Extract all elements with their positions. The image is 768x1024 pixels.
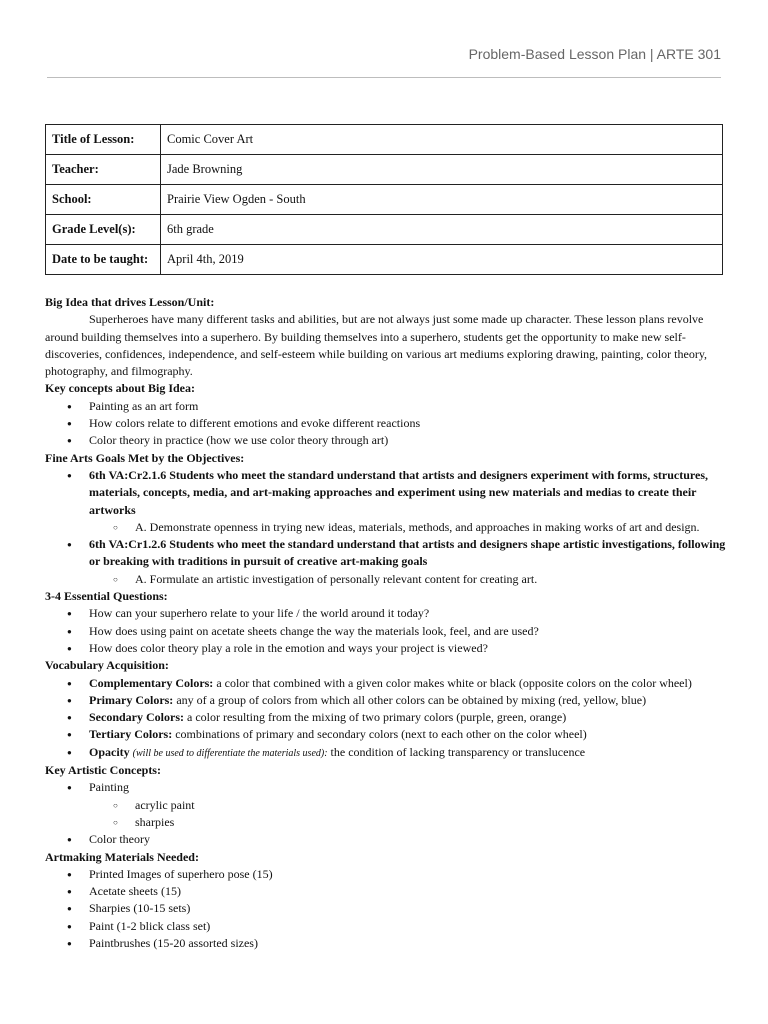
field-value: Comic Cover Art — [161, 125, 723, 155]
list-item: ● Color theory — [45, 831, 730, 848]
list-item: ● Printed Images of superhero pose (15) — [45, 866, 730, 883]
standard-text: 6th VA:Cr2.1.6 Students who meet the standard understand that artists and designers experiment with forms, structures, materials, concepts, media, and art-making approaches and experiment using new materials and medias to create their artworks — [89, 467, 709, 517]
big-idea-text: Superheroes have many different tasks and abilities, but are not always just some made up character. These lesson plans revolve around building themselves into a superhero. By building themselves into a superhero, students get the opportunity to make new self-discoveries, confidences, independence, and self-esteem while building on various art mediums exploring drawing, painting, color theory, photography, and filmography. — [45, 312, 708, 379]
vocab-definition: any of a group of colors from which all other colors can be obtained by mixing (red, yellow, blue) — [173, 692, 647, 707]
section-heading: Artmaking Materials Needed: — [45, 849, 199, 864]
materials-list — [45, 866, 730, 952]
field-label: Teacher: — [46, 155, 161, 185]
list-item: ● How does color theory play a role in the emotion and ways your project is viewed? — [45, 640, 730, 657]
list-item — [45, 675, 730, 692]
vocab-note: (will be used to differentiate the materials used): — [132, 747, 328, 759]
concept-text: Painting — [89, 780, 130, 795]
field-value: April 4th, 2019 — [161, 245, 723, 275]
field-value: Prairie View Ogden - South — [161, 185, 723, 215]
list-item: ● Paintbrushes (15-20 assorted sizes) — [45, 935, 730, 952]
field-label: Date to be taught: — [46, 245, 161, 275]
table-row — [46, 185, 723, 215]
list-item — [45, 692, 730, 709]
lesson-body — [45, 294, 730, 952]
section-heading: Key Artistic Concepts: — [45, 763, 161, 778]
field-label: Title of Lesson: — [46, 125, 161, 155]
sub-list — [89, 571, 730, 588]
field-value: 6th grade — [161, 215, 723, 245]
list-item — [45, 779, 730, 831]
sub-list — [89, 519, 730, 536]
vocab-term: Complementary Colors: — [89, 675, 214, 690]
questions-list — [45, 605, 730, 657]
section-heading: 3-4 Essential Questions: — [45, 589, 168, 604]
standard-text: 6th VA:Cr1.2.6 Students who meet the standard understand that artists and designers shape artistic investigations, following or breaking with traditions in pursuit of creative art-making goals — [89, 537, 726, 569]
list-item: ○ A. Demonstrate openness in trying new ideas, materials, methods, and approaches in making works of art and design. — [89, 519, 730, 536]
artistic-concepts-list — [45, 779, 730, 848]
list-item: ○ A. Formulate an artistic investigation of personally relevant content for creating art. — [89, 571, 730, 588]
list-item — [45, 726, 730, 743]
table-row — [46, 215, 723, 245]
vocab-definition: the condition of lacking transparency or translucence — [327, 744, 586, 759]
header-divider — [47, 77, 721, 78]
list-item: ○ acrylic paint — [89, 797, 730, 814]
document-header: Problem-Based Lesson Plan | ARTE 301 — [468, 46, 721, 62]
vocab-term: Primary Colors: — [89, 692, 174, 707]
sub-list — [89, 797, 730, 832]
vocab-definition: combinations of primary and secondary colors (next to each other on the color wheel) — [172, 727, 587, 742]
field-value: Jade Browning — [161, 155, 723, 185]
list-item: ● Painting as an art form — [45, 398, 730, 415]
field-label: School: — [46, 185, 161, 215]
key-concepts-list — [45, 398, 730, 450]
section-heading: Key concepts about Big Idea: — [45, 381, 195, 396]
vocab-definition: a color that combined with a given color makes white or black (opposite colors on the color wheel) — [213, 675, 692, 690]
vocab-term: Secondary Colors: — [89, 710, 184, 725]
list-item: ● Color theory in practice (how we use color theory through art) — [45, 432, 730, 449]
vocab-term: Tertiary Colors: — [89, 727, 173, 742]
list-item: ● Acetate sheets (15) — [45, 883, 730, 900]
vocab-list — [45, 675, 730, 762]
list-item: ● How does using paint on acetate sheets change the way the materials look, feel, and are used? — [45, 623, 730, 640]
lesson-info-table — [45, 124, 723, 275]
table-row — [46, 125, 723, 155]
vocab-term: Opacity — [89, 744, 130, 759]
section-heading: Big Idea that drives Lesson/Unit: — [45, 295, 215, 309]
vocab-definition: a color resulting from the mixing of two primary colors (purple, green, orange) — [184, 710, 567, 725]
table-row — [46, 245, 723, 275]
list-item: ● Paint (1-2 blick class set) — [45, 918, 730, 935]
list-item: ● Sharpies (10-15 sets) — [45, 900, 730, 917]
section-heading: Vocabulary Acquisition: — [45, 658, 169, 673]
list-item — [45, 744, 730, 762]
list-item — [45, 709, 730, 726]
fine-arts-list — [45, 467, 730, 588]
section-heading: Fine Arts Goals Met by the Objectives: — [45, 450, 245, 465]
table-row — [46, 155, 723, 185]
field-label: Grade Level(s): — [46, 215, 161, 245]
list-item — [45, 467, 730, 536]
list-item — [45, 536, 730, 588]
list-item: ● How colors relate to different emotions and evoke different reactions — [45, 415, 730, 432]
list-item: ● How can your superhero relate to your life / the world around it today? — [45, 605, 730, 622]
list-item: ○ sharpies — [89, 814, 730, 831]
